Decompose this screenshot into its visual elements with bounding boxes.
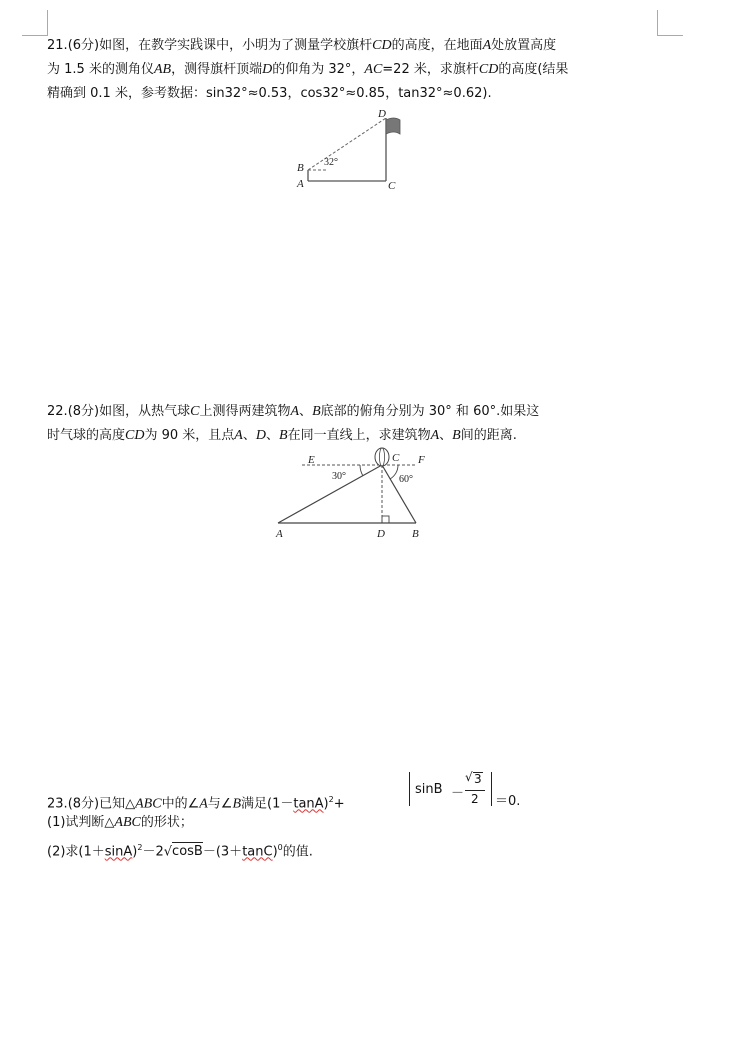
q21-text: 为 1.5 米的测角仪 — [47, 62, 154, 77]
q21-angle-label: 32° — [324, 157, 338, 168]
q23-text: －2 — [142, 844, 164, 860]
q22-label-a: A — [276, 528, 283, 540]
q23-exponent: 2 — [137, 843, 143, 852]
q23-part-1 — [47, 812, 193, 834]
q21-text: =22 米，求旗杆 — [382, 62, 479, 77]
q22-var-d: D — [255, 428, 266, 443]
q22-var-b: B — [312, 404, 321, 419]
q23-var-a: A — [199, 796, 208, 812]
q23-tan-a: tanA — [293, 796, 324, 812]
q23-text: (1)试判断△ — [47, 815, 115, 830]
q23-text: 满足(1－ — [241, 796, 294, 812]
q23-text: 的值. — [282, 844, 313, 860]
q21-var-a: A — [482, 38, 492, 53]
q23-text: 已知△ — [99, 796, 136, 812]
q23-denominator: 2 — [471, 792, 479, 806]
q22-label-d: D — [377, 528, 385, 540]
q23-abs-bar-left — [409, 772, 410, 806]
q22-text: 如图，从热气球 — [99, 404, 191, 419]
q22-text: 、 — [265, 428, 279, 443]
q23-cos-b: cosB — [172, 844, 203, 860]
q23-text: 的形状； — [140, 815, 193, 830]
q23-equals-zero: ＝0. — [495, 794, 521, 809]
q23-abs-bar-right — [491, 772, 492, 806]
q21-var-d: D — [262, 62, 273, 77]
q23-plus: + — [333, 796, 345, 812]
q21-line-2 — [47, 58, 697, 82]
q23-text: (2)求(1＋ — [47, 844, 105, 860]
q22-angle-arc-60 — [390, 465, 398, 479]
q22-var-cd: CD — [125, 428, 145, 443]
q22-text: 、 — [439, 428, 453, 443]
q22-var-b: B — [452, 428, 461, 443]
q23-tan-c: tanC — [242, 844, 273, 860]
q21-line-3 — [47, 82, 697, 106]
q23-var-b: B — [232, 796, 241, 812]
q22-angle-30: 30° — [332, 471, 346, 482]
q22-label-c: C — [392, 452, 400, 464]
q23-text: ) — [323, 796, 329, 812]
q23-score: (8分) — [67, 796, 100, 812]
q23-text: －(3＋ — [202, 844, 243, 860]
q22-text: 在同一直线上，求建筑物 — [287, 428, 431, 443]
q22-var-a: A — [290, 404, 300, 419]
q21-line-1 — [47, 34, 697, 58]
q21-text: 精确到 0.1 米，参考数据：sin32°≈0.53，cos32°≈0.85，tan32°≈0.62). — [47, 86, 492, 101]
q21-label-d: D — [378, 108, 386, 120]
q22-number: 22. — [47, 404, 68, 419]
q21-label-b: B — [297, 162, 304, 174]
q21-var-ab: AB — [153, 62, 172, 77]
q23-sqrt-3: 3 — [474, 772, 482, 786]
q22-line-1 — [47, 400, 697, 424]
crop-mark-top-right-v — [657, 10, 658, 36]
q21-var-ac: AC — [364, 62, 383, 77]
q21-label-c: C — [388, 180, 396, 192]
q21-text: 的高度(结果 — [498, 62, 569, 77]
q23-var-abc: ABC — [135, 796, 162, 812]
q22-var-a: A — [430, 428, 440, 443]
q23-sqrt-sign-icon: √ — [465, 770, 473, 784]
q22-var-c: C — [190, 404, 200, 419]
q22-var-a: A — [234, 428, 243, 443]
q21-text: 如图，在教学实践课中，小明为了测量学校旗杆 — [99, 38, 373, 53]
q23-fraction-bar — [465, 790, 485, 791]
q22-figure — [268, 445, 438, 545]
q22-label-b: B — [412, 528, 419, 540]
q22-text: 时气球的高度 — [47, 428, 126, 443]
q22-label-e: E — [308, 454, 315, 466]
q22-text: 、 — [299, 404, 313, 419]
q23-exponent: 2 — [328, 795, 334, 804]
q22-label-f: F — [418, 454, 425, 466]
q23-minus: － — [451, 786, 465, 801]
q21-score: (6分) — [67, 38, 100, 53]
q22-score: (8分) — [67, 404, 100, 419]
q22-text: 间的距离. — [460, 428, 517, 443]
q23-exponent: 0 — [277, 843, 283, 852]
q22-text: 为 90 米，且点 — [144, 428, 235, 443]
crop-mark-top-left-h — [22, 35, 48, 36]
q22-balloon — [375, 448, 389, 466]
q23-text: ) — [132, 844, 138, 860]
question-21 — [47, 34, 697, 106]
q22-var-b: B — [279, 428, 288, 443]
q22-angle-arc-30 — [360, 465, 363, 476]
q22-text: 底部的俯角分别为 30° 和 60°.如果这 — [320, 404, 540, 419]
q23-text: ) — [272, 844, 278, 860]
q21-flag — [386, 118, 400, 134]
q23-part-2 — [47, 836, 313, 864]
q21-var-cd: CD — [372, 38, 392, 53]
q21-text: 的高度，在地面 — [391, 38, 483, 53]
q23-abs-expression — [409, 770, 521, 810]
q21-number: 21. — [47, 38, 68, 53]
q21-figure — [290, 104, 420, 196]
q23-text: 与∠ — [207, 796, 233, 812]
q23-sin-b: sinB — [415, 782, 443, 797]
q21-text: 处放置高度 — [491, 38, 557, 53]
q21-var-cd: CD — [478, 62, 499, 77]
q22-line-ca — [278, 465, 382, 523]
q23-sin-a: sinA — [104, 844, 133, 860]
q23-var-abc: ABC — [114, 815, 141, 830]
q21-text: ，测得旗杆顶端 — [171, 62, 263, 77]
question-22 — [47, 400, 697, 448]
q23-text: 中的∠ — [161, 796, 200, 812]
q21-text: 的仰角为 32°， — [272, 62, 365, 77]
q22-text: 上测得两建筑物 — [199, 404, 291, 419]
q22-angle-60: 60° — [399, 474, 413, 485]
crop-mark-top-left-v — [47, 10, 48, 36]
q21-sight-line-bd — [308, 118, 386, 170]
q22-text: 、 — [242, 428, 256, 443]
q23-number: 23. — [47, 796, 68, 812]
q23-sqrt-sign-icon: √ — [163, 844, 173, 860]
q21-label-a: A — [297, 178, 304, 190]
q22-right-angle-mark — [382, 516, 389, 523]
